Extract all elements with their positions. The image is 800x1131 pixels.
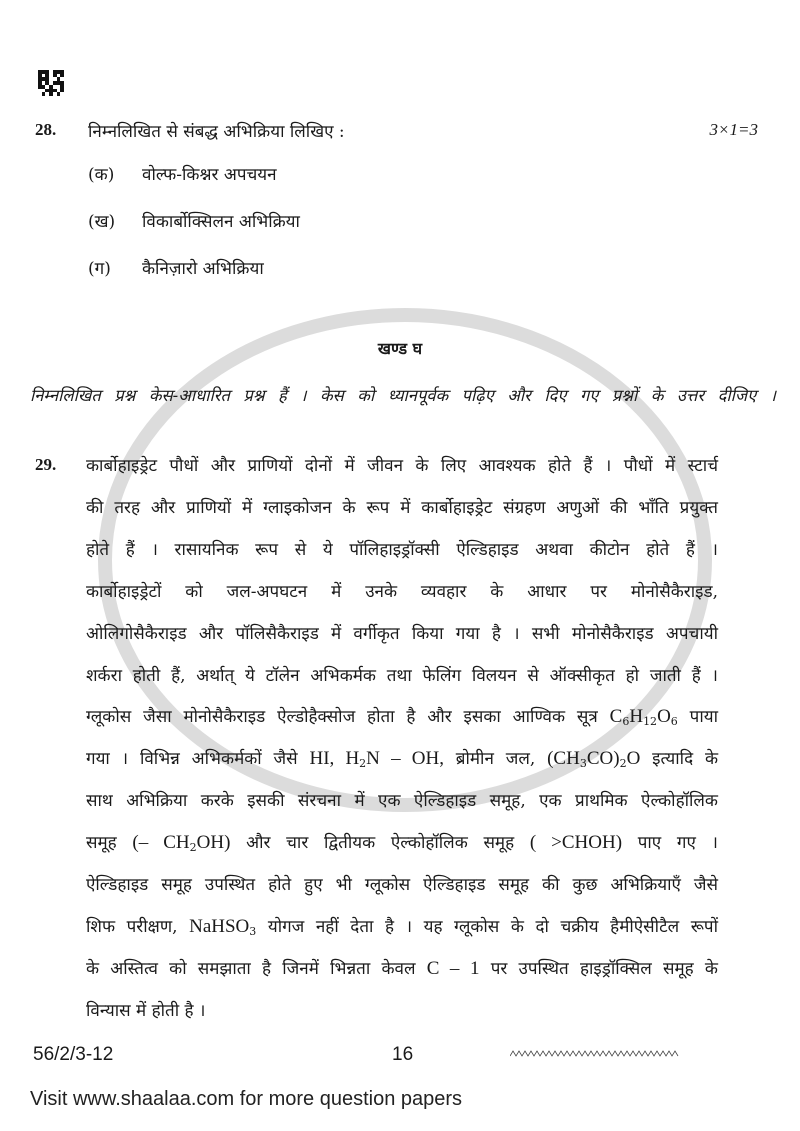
passage-text: की तरह और प्राणियों में ग्लाइकोजन के रूप में कार्बोहाइड्रेट संग्रहण अणुओं की भाँति प्रयुक्त bbox=[86, 497, 718, 518]
passage-text: पाया bbox=[677, 707, 718, 728]
chemical-formula: C bbox=[609, 706, 623, 728]
chemical-formula: ( >CHOH) bbox=[529, 832, 623, 854]
chemical-formula: OH) bbox=[196, 832, 231, 854]
passage-line bbox=[86, 873, 718, 897]
subscript: 12 bbox=[643, 715, 658, 729]
passage-text: शिफ परीक्षण, bbox=[86, 916, 190, 937]
option-label: (क) bbox=[88, 165, 115, 185]
question-28-text: निम्नलिखित से संबद्ध अभिक्रिया लिखिए : bbox=[88, 122, 345, 142]
passage-text: शर्करा होती हैं, अर्थात् ये टॉलेन अभिकर्मक तथा फेलिंग विलयन से ऑक्सीकृत हो जाती हैं । bbox=[86, 665, 718, 686]
page-number: 16 bbox=[392, 1044, 414, 1065]
chemical-formula: N – OH, bbox=[366, 748, 444, 770]
passage-text: और चार द्वितीयक ऐल्कोहॉलिक समूह bbox=[230, 833, 530, 854]
chemical-formula: H bbox=[629, 706, 644, 728]
option-text: वोल्फ-किश्नर अपचयन bbox=[142, 165, 277, 185]
passage-text: ओलिगोसैकैराइड और पॉलिसैकैराइड में वर्गीकृत किया गया है । सभी मोनोसैकैराइड अपचायी bbox=[86, 623, 718, 644]
chemical-formula: HI, H bbox=[309, 748, 360, 770]
chemical-formula: (– CH bbox=[132, 832, 190, 854]
passage-text: के अस्तित्व को समझाता है जिनमें भिन्नता केवल bbox=[86, 958, 427, 979]
chemical-formula: CO) bbox=[586, 748, 620, 770]
passage-text: विन्यास में होती है । bbox=[86, 1000, 206, 1021]
qr-code bbox=[38, 70, 64, 96]
passage-text: पाए गए । bbox=[622, 833, 718, 854]
passage-line bbox=[86, 580, 718, 604]
chemical-formula: O bbox=[657, 706, 671, 728]
passage-line bbox=[86, 999, 718, 1023]
section-instruction: निम्नलिखित प्रश्न केस-आधारित प्रश्न हैं । केस को ध्यानपूर्वक पढ़िए और दिए गए प्रश्नों के उत्तर दीजिए । bbox=[30, 386, 776, 405]
question-28-marks: 3×1=3 bbox=[709, 120, 758, 139]
subscript: 2 bbox=[189, 841, 197, 855]
passage-text: कार्बोहाइड्रेटों को जल-अपघटन में उनके व्यवहार के आधार पर मोनोसैकैराइड, bbox=[86, 581, 718, 602]
passage-text: इत्यादि के bbox=[640, 749, 718, 770]
passage-text: कार्बोहाइड्रेट पौधों और प्राणियों दोनों में जीवन के लिए आवश्यक होते हैं । पौधों में स्टार्च bbox=[86, 456, 718, 476]
passage-line bbox=[86, 664, 718, 688]
passage-line bbox=[86, 538, 718, 562]
squiggle-line bbox=[510, 1050, 680, 1058]
question-29-number: 29. bbox=[35, 455, 57, 474]
passage-line bbox=[86, 496, 718, 520]
passage-line bbox=[86, 747, 718, 771]
passage-text: ब्रोमीन जल, bbox=[443, 749, 548, 770]
chemical-formula: (CH bbox=[547, 748, 580, 770]
option-label: (ख) bbox=[88, 212, 116, 232]
subscript: 6 bbox=[670, 715, 678, 729]
passage-text: गया । विभिन्न अभिकर्मकों जैसे bbox=[86, 749, 310, 770]
passage-line bbox=[86, 831, 718, 855]
passage-text: साथ अभिक्रिया करके इसकी संरचना में एक ऐल्डिहाइड समूह, एक प्राथमिक ऐल्कोहॉलिक bbox=[86, 791, 718, 812]
chemical-formula: O bbox=[626, 748, 641, 770]
section-title: खण्ड घ bbox=[377, 339, 423, 358]
question-28-number: 28. bbox=[35, 120, 57, 139]
passage-line bbox=[86, 622, 718, 646]
subscript: 3 bbox=[579, 757, 587, 771]
visit-link-text: Visit www.shaalaa.com for more question papers bbox=[30, 1088, 463, 1110]
chemical-formula: C – 1 bbox=[426, 957, 480, 979]
paper-code: 56/2/3-12 bbox=[33, 1044, 114, 1065]
passage-line bbox=[86, 789, 718, 813]
option-text: कैनिज़ारो अभिक्रिया bbox=[142, 259, 264, 279]
passage-text: योगज नहीं देता है । यह ग्लूकोस के दो चक्रीय हैमीऐसीटैल रूपों bbox=[256, 916, 718, 937]
option-label: (ग) bbox=[88, 259, 111, 279]
passage-line bbox=[86, 915, 718, 939]
chemical-formula: NaHSO bbox=[189, 915, 250, 937]
option-text: विकार्बोक्सिलन अभिक्रिया bbox=[142, 212, 300, 232]
subscript: 2 bbox=[359, 757, 367, 771]
passage-text: पर उपस्थित हाइड्रॉक्सिल समूह के bbox=[479, 958, 718, 979]
subscript: 2 bbox=[619, 757, 627, 771]
passage-text: होते हैं । रासायनिक रूप से ये पॉलिहाइड्रॉक्सी ऐल्डिहाइड अथवा कीटोन होते हैं । bbox=[86, 539, 718, 560]
passage-line bbox=[86, 705, 718, 729]
passage-line bbox=[86, 454, 718, 478]
passage-text: ऐल्डिहाइड समूह उपस्थित होते हुए भी ग्लूकोस ऐल्डिहाइड समूह की कुछ अभिक्रियाएँ जैसे bbox=[86, 875, 718, 895]
subscript: 6 bbox=[622, 715, 630, 729]
subscript: 3 bbox=[249, 924, 257, 938]
passage-text: ग्लूकोस जैसा मोनोसैकैराइड ऐल्डोहैक्सोज होता है और इसका आण्विक सूत्र bbox=[86, 707, 610, 728]
passage-text: समूह bbox=[86, 833, 133, 854]
passage-line bbox=[86, 957, 718, 981]
